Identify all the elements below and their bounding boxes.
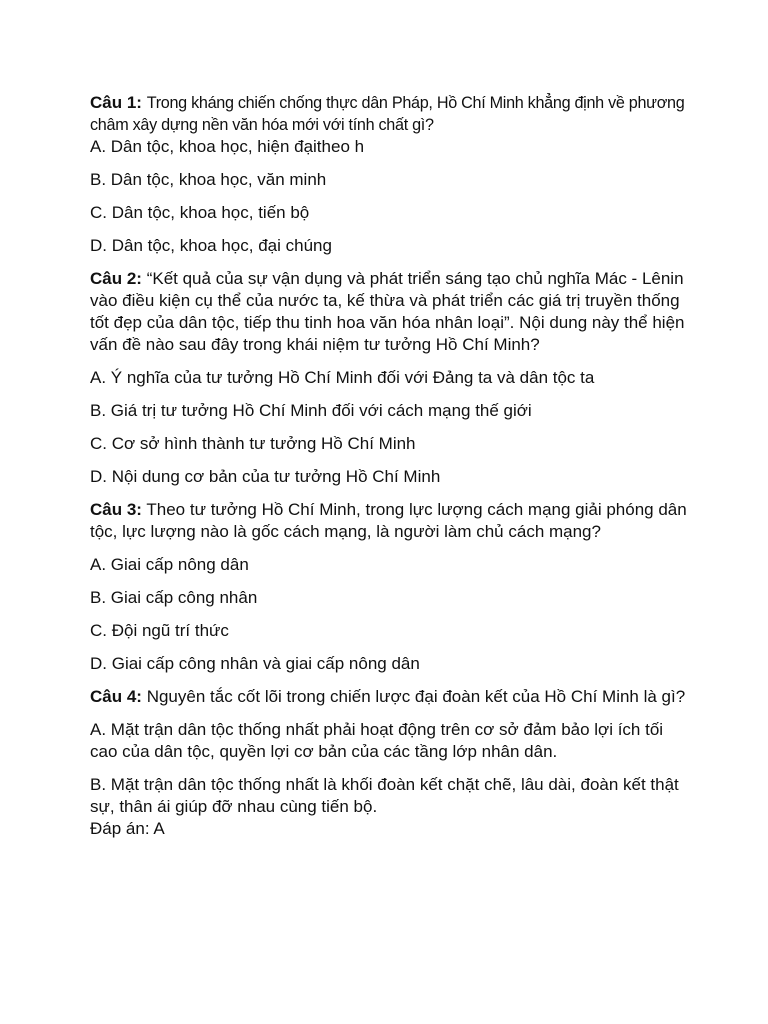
question-2-option-c: C. Cơ sở hình thành tư tưởng Hồ Chí Minh <box>90 434 416 453</box>
question-2 <box>90 268 690 356</box>
question-1-label: Câu 1: <box>90 93 142 112</box>
question-4-label: Câu 4: <box>90 687 142 706</box>
question-3-option-a: A. Giai cấp nông dân <box>90 555 249 574</box>
question-1-text: Trong kháng chiến chống thực dân Pháp, Hồ Chí Minh khẳng định về phương châm xây dựng nền văn hóa mới với tính chất gì? <box>90 94 685 134</box>
question-2-option-d: D. Nội dung cơ bản của tư tưởng Hồ Chí Minh <box>90 467 441 486</box>
question-4-option-a: A. Mặt trận dân tộc thống nhất phải hoạt động trên cơ sở đảm bảo lợi ích tối cao của dân tộc, quyền lợi cơ bản của các tầng lớp nhân dân. <box>90 720 664 761</box>
question-3 <box>90 499 690 543</box>
document-page <box>90 92 690 840</box>
question-1-option-c: C. Dân tộc, khoa học, tiến bộ <box>90 203 310 222</box>
question-2-label: Câu 2: <box>90 269 142 288</box>
question-3-text: Theo tư tưởng Hồ Chí Minh, trong lực lượng cách mạng giải phóng dân tộc, lực lượng nào là gốc cách mạng, là người làm chủ cách mạng? <box>90 500 687 541</box>
question-3-label: Câu 3: <box>90 500 142 519</box>
question-4-answer: Đáp án: A <box>90 819 165 838</box>
question-2-option-a: A. Ý nghĩa của tư tưởng Hồ Chí Minh đối với Đảng ta và dân tộc ta <box>90 368 595 387</box>
question-1-option-d: D. Dân tộc, khoa học, đại chúng <box>90 236 332 255</box>
question-3-option-b: B. Giai cấp công nhân <box>90 588 258 607</box>
question-1-option-a: A. Dân tộc, khoa học, hiện đạitheo h <box>90 137 365 156</box>
question-1 <box>90 92 690 136</box>
question-1-option-b: B. Dân tộc, khoa học, văn minh <box>90 170 327 189</box>
question-4 <box>90 686 690 708</box>
question-2-text: “Kết quả của sự vận dụng và phát triển sáng tạo chủ nghĩa Mác - Lênin vào điều kiện cụ thể của nước ta, kế thừa và phát triển các giá trị truyền thống tốt đẹp của dân tộc, tiếp thu tinh hoa văn hóa nhân loại”. Nội dung này thể hiện vấn đề nào sau đây trong khái niệm tư tưởng Hồ Chí Minh? <box>90 269 685 354</box>
question-3-option-c: C. Đội ngũ trí thức <box>90 621 229 640</box>
question-2-option-b: B. Giá trị tư tưởng Hồ Chí Minh đối với cách mạng thế giới <box>90 401 532 420</box>
question-4-option-b: B. Mặt trận dân tộc thống nhất là khối đoàn kết chặt chẽ, lâu dài, đoàn kết thật sự, thân ái giúp đỡ nhau cùng tiến bộ. <box>90 775 679 816</box>
question-4-text: Nguyên tắc cốt lõi trong chiến lược đại đoàn kết của Hồ Chí Minh là gì? <box>146 687 686 706</box>
question-3-option-d: D. Giai cấp công nhân và giai cấp nông dân <box>90 654 420 673</box>
